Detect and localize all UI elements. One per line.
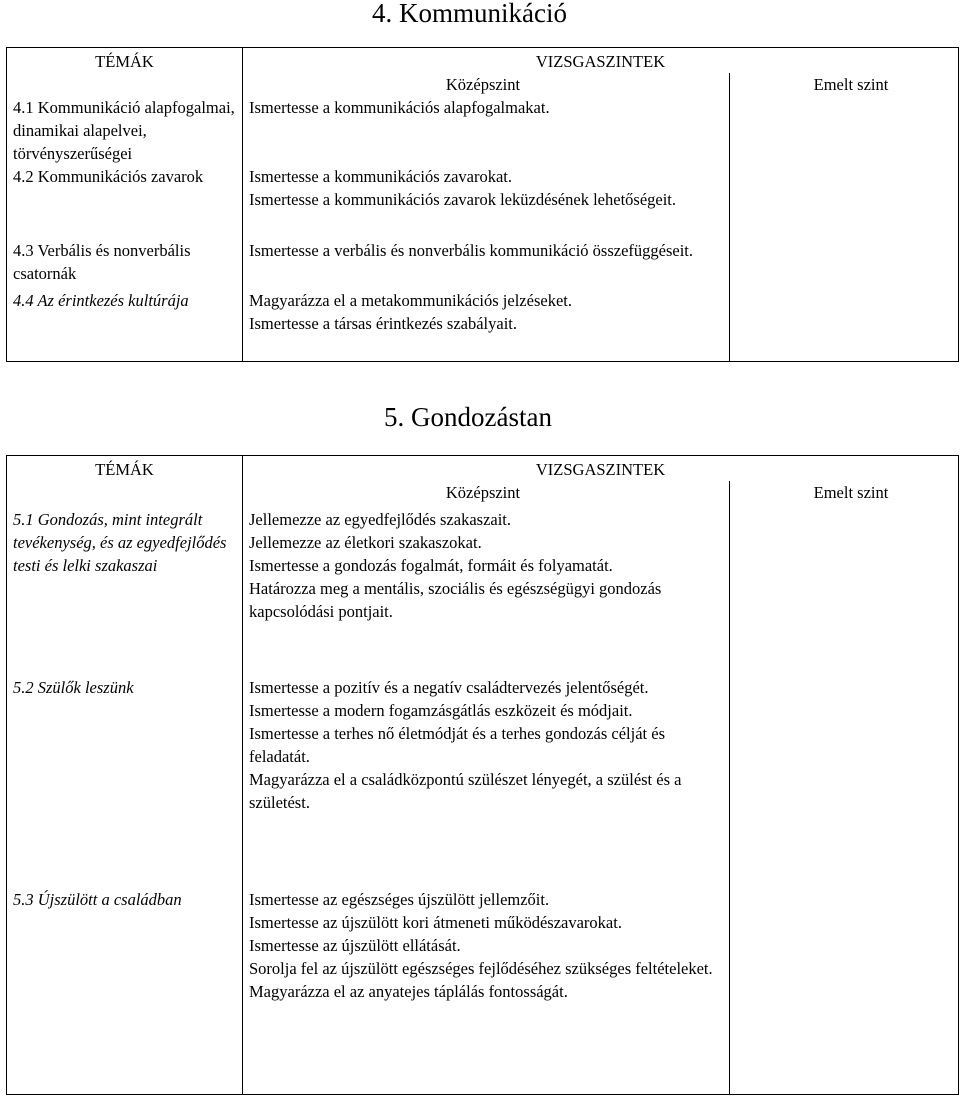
requirement-item: Ismertesse a terhes nő életmódját és a terhes gondozás célját és feladatát. (249, 724, 666, 766)
topics-header: TÉMÁK (7, 48, 243, 97)
section-title: 5. Gondozástan (384, 402, 552, 432)
topic-cell: 4.1 Kommunikáció alapfogalmai, dinamikai alapelvei, törvényszerűségei (7, 96, 243, 165)
adv-level-cell (730, 165, 959, 239)
requirement-item: Sorolja fel az újszülött egészséges fejlődéséhez szükséges feltételeket. (249, 959, 713, 978)
topic-cell: 4.3 Verbális és nonverbális csatornák (7, 239, 243, 289)
requirement-item: Ismertesse a kommunikációs alapfogalmakat. (249, 98, 550, 117)
exam-table (6, 47, 959, 362)
mid-level-cell (243, 504, 730, 676)
requirement-item: Magyarázza el az anyatejes táplálás fontosságát. (249, 982, 568, 1001)
adv-level-cell (730, 504, 959, 676)
levels-header: VIZSGASZINTEK (243, 456, 959, 482)
topic-cell: 5.2 Szülők leszünk (7, 676, 243, 888)
requirement-item: Ismertesse a modern fogamzásgátlás eszközeit és módjait. (249, 701, 633, 720)
topic-cell: 5.3 Újszülött a családban (7, 888, 243, 1095)
topic-cell: 5.1 Gondozás, mint integrált tevékenység, és az egyedfejlődés testi és lelki szakaszai (7, 504, 243, 676)
topic-cell: 4.4 Az érintkezés kultúrája (7, 289, 243, 362)
adv-level-cell (730, 239, 959, 289)
section-title: 4. Kommunikáció (372, 0, 567, 28)
adv-level-cell (730, 888, 959, 1095)
requirement-item: Határozza meg a mentális, szociális és egészségügyi gondozás kapcsolódási pontjait. (249, 579, 662, 621)
mid-level-header: Középszint (243, 481, 730, 504)
mid-level-cell (243, 239, 730, 289)
requirement-item: Ismertesse a gondozás fogalmát, formáit és folyamatát. (249, 556, 613, 575)
adv-level-header: Emelt szint (730, 481, 959, 504)
adv-level-header: Emelt szint (730, 73, 959, 96)
mid-level-cell (243, 165, 730, 239)
requirement-item: Ismertesse a verbális és nonverbális kommunikáció összefüggéseit. (249, 241, 694, 260)
topics-header: TÉMÁK (7, 456, 243, 505)
topic-cell: 4.2 Kommunikációs zavarok (7, 165, 243, 239)
requirement-item: Magyarázza el a metakommunikációs jelzéseket. (249, 291, 572, 310)
levels-header: VIZSGASZINTEK (243, 48, 959, 74)
adv-level-cell (730, 676, 959, 888)
mid-level-header: Középszint (243, 73, 730, 96)
requirement-item: Ismertesse az újszülött ellátását. (249, 936, 461, 955)
requirement-item: Jellemezze az életkori szakaszokat. (249, 533, 482, 552)
requirement-item: Ismertesse a kommunikációs zavarokat. (249, 167, 512, 186)
requirement-item: Jellemezze az egyedfejlődés szakaszait. (249, 510, 512, 529)
requirement-item: Ismertesse a társas érintkezés szabályait. (249, 314, 518, 333)
mid-level-cell (243, 888, 730, 1095)
exam-table (6, 455, 959, 1095)
adv-level-cell (730, 289, 959, 362)
mid-level-cell (243, 96, 730, 165)
requirement-item: Ismertesse a kommunikációs zavarok leküzdésének lehetőségeit. (249, 190, 677, 209)
requirement-item: Ismertesse a pozitív és a negatív családtervezés jelentőségét. (249, 678, 649, 697)
requirement-item: Magyarázza el a családközpontú szülészet lényegét, a szülést és a születést. (249, 770, 682, 812)
requirement-item: Ismertesse az újszülött kori átmeneti működészavarokat. (249, 913, 622, 932)
mid-level-cell (243, 289, 730, 362)
mid-level-cell (243, 676, 730, 888)
adv-level-cell (730, 96, 959, 165)
requirement-item: Ismertesse az egészséges újszülött jellemzőit. (249, 890, 550, 909)
